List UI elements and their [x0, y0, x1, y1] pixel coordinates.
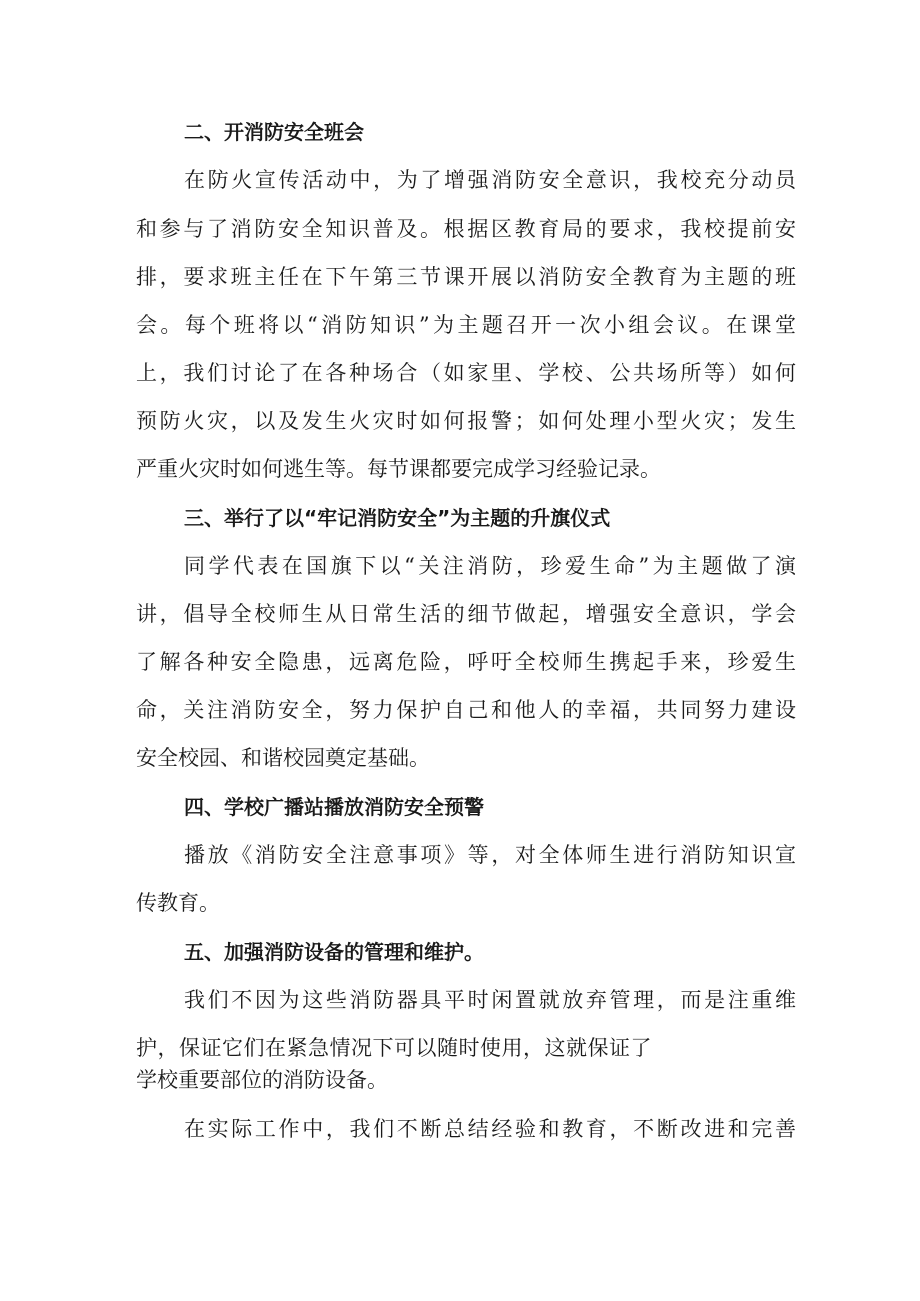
paragraph-line: 和参与了消防安全知识普及。根据区教育局的要求，我校提前安: [136, 217, 796, 241]
paragraph-line: 安全校园、和谐校园奠定基础。: [136, 746, 430, 770]
paragraph-line: 严重火灾时如何逃生等。每节课都要完成学习经验记录。: [136, 457, 661, 481]
paragraph-line: 传教育。: [136, 891, 220, 915]
paragraph-line: 同学代表在国旗下以“关注消防，珍爱生命”为主题做了演: [184, 554, 796, 578]
section-heading: 二、开消防安全班会: [184, 120, 364, 144]
paragraph-line: 我们不因为这些消防器具平时闲置就放弃管理，而是注重维: [184, 988, 796, 1012]
paragraph-line: 播放《消防安全注意事项》等，对全体师生进行消防知识宣: [184, 843, 796, 867]
paragraph-line: 会。每个班将以“消防知识”为主题召开一次小组会议。在课堂: [136, 313, 796, 337]
section-heading: 三、举行了以“牢记消防安全”为主题的升旗仪式: [184, 506, 611, 530]
section-heading: 四、学校广播站播放消防安全预警: [184, 795, 484, 819]
paragraph-line: 在防火宣传活动中，为了增强消防安全意识，我校充分动员: [184, 168, 796, 192]
paragraph-line: 命，关注消防安全，努力保护自己和他人的幸福，共同努力建设: [136, 698, 796, 722]
paragraph-line: 学校重要部位的消防设备。: [136, 1068, 388, 1092]
paragraph-line: 上，我们讨论了在各种场合（如家里、学校、公共场所等）如何: [136, 361, 796, 385]
paragraph-line: 排，要求班主任在下午第三节课开展以消防安全教育为主题的班: [136, 265, 796, 289]
paragraph-line: 讲，倡导全校师生从日常生活的细节做起，增强安全意识，学会: [136, 602, 796, 626]
paragraph-line: 预防火灾，以及发生火灾时如何报警；如何处理小型火灾；发生: [136, 409, 796, 433]
section-heading: 五、加强消防设备的管理和维护。: [184, 940, 484, 964]
paragraph-line: 护，保证它们在紧急情况下可以随时使用，这就保证了: [136, 1036, 652, 1060]
paragraph-line: 在实际工作中，我们不断总结经验和教育，不断改进和完善: [184, 1117, 796, 1141]
paragraph-line: 了解各种安全隐患，远离危险，呼吁全校师生携起手来，珍爱生: [136, 650, 796, 674]
